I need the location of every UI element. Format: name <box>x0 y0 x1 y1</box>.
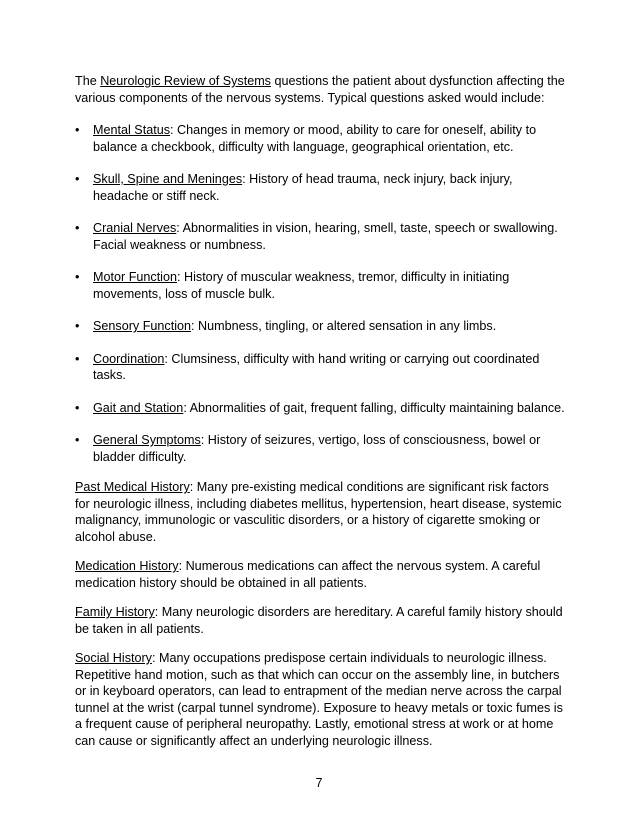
bullet-term: General Symptoms <box>93 433 201 447</box>
bullet-term: Cranial Nerves <box>93 221 177 235</box>
bullet-text: : History of muscular weakness, tremor, difficulty in initiating movements, loss of muscle bulk. <box>93 270 510 301</box>
bullet-text: : Numbness, tingling, or altered sensation in any limbs. <box>191 319 497 333</box>
section-text: : Many neurologic disorders are hereditary. A careful family history should be taken in all patients. <box>75 605 563 636</box>
section-term: Medication History <box>75 559 179 573</box>
section-term: Past Medical History <box>75 480 190 494</box>
bullet-text: : Abnormalities of gait, frequent falling, difficulty maintaining balance. <box>183 400 565 415</box>
bullet-term: Sensory Function <box>93 319 192 333</box>
page-number: 7 <box>315 776 323 790</box>
section-text: : Numerous medications can affect the nervous system. A careful medication history should be obtained in all patients. <box>75 559 541 590</box>
bullet-icon: • <box>75 433 80 447</box>
section-text: : Many pre-existing medical conditions are significant risk factors for neurologic illness, including diabetes mellitus, hypertension, heart disease, systemic malignancy, immunologic or vasculitic disorders, or a history of cigarette smoking or alcohol abuse. <box>75 480 562 544</box>
bullet-icon: • <box>75 221 80 235</box>
list-item <box>75 269 565 302</box>
intro-text: questions the patient about dysfunction affecting the various components of the nervous systems. Typical questions asked would include: <box>75 74 565 105</box>
list-item <box>75 400 565 417</box>
list-item <box>75 122 565 155</box>
bullet-icon: • <box>75 270 80 284</box>
medication-history-paragraph <box>75 558 565 591</box>
intro-pre: The <box>75 74 101 88</box>
list-item <box>75 171 565 204</box>
past-medical-history-paragraph <box>75 479 565 545</box>
bullet-text: : Clumsiness, difficulty with hand writing or carrying out coordinated tasks. <box>93 351 540 382</box>
bullet-text: : Changes in memory or mood, ability to care for oneself, ability to balance a checkbook, difficulty with language, geographical orientation, etc. <box>93 123 537 154</box>
bullet-term: Coordination <box>93 351 165 366</box>
bullet-icon: • <box>75 351 80 366</box>
page-content <box>75 73 565 762</box>
intro-title-underlined: Neurologic Review of Systems <box>100 74 271 88</box>
bullet-text: : Abnormalities in vision, hearing, smell, taste, speech or swallowing. Facial weakness or numbness. <box>93 221 558 252</box>
section-text: : Many occupations predispose certain individuals to neurologic illness. Repetitive hand motion, such as that which can occur on the assembly line, in butchers or in keyboard operators, can lead to entrapment of the median nerve across the carpal tunnel at the wrist (carpal tunnel syndrome). Exposure to heavy metals or toxic fumes is a frequent cause of peripheral neuropathy. Lastly, emotional stress at work or at home can cause or significantly affect an underlying neurologic illness. <box>75 651 563 748</box>
section-term: Social History <box>75 651 152 665</box>
bullet-icon: • <box>75 400 80 415</box>
family-history-paragraph <box>75 604 565 637</box>
bullet-term: Skull, Spine and Meninges <box>93 172 243 186</box>
list-item <box>75 318 565 335</box>
list-item <box>75 432 565 465</box>
review-of-systems-list <box>75 122 565 465</box>
bullet-term: Gait and Station <box>93 400 184 415</box>
list-item <box>75 351 565 384</box>
list-item <box>75 220 565 253</box>
bullet-term: Motor Function <box>93 270 177 284</box>
bullet-icon: • <box>75 123 80 137</box>
social-history-paragraph <box>75 650 565 749</box>
intro-paragraph <box>75 73 565 106</box>
section-term: Family History <box>75 605 155 619</box>
bullet-icon: • <box>75 172 80 186</box>
bullet-icon: • <box>75 319 80 333</box>
bullet-term: Mental Status <box>93 123 171 137</box>
bullet-text: : History of head trauma, neck injury, back injury, headache or stiff neck. <box>93 172 513 203</box>
bullet-text: : History of seizures, vertigo, loss of consciousness, bowel or bladder difficulty. <box>93 433 541 464</box>
